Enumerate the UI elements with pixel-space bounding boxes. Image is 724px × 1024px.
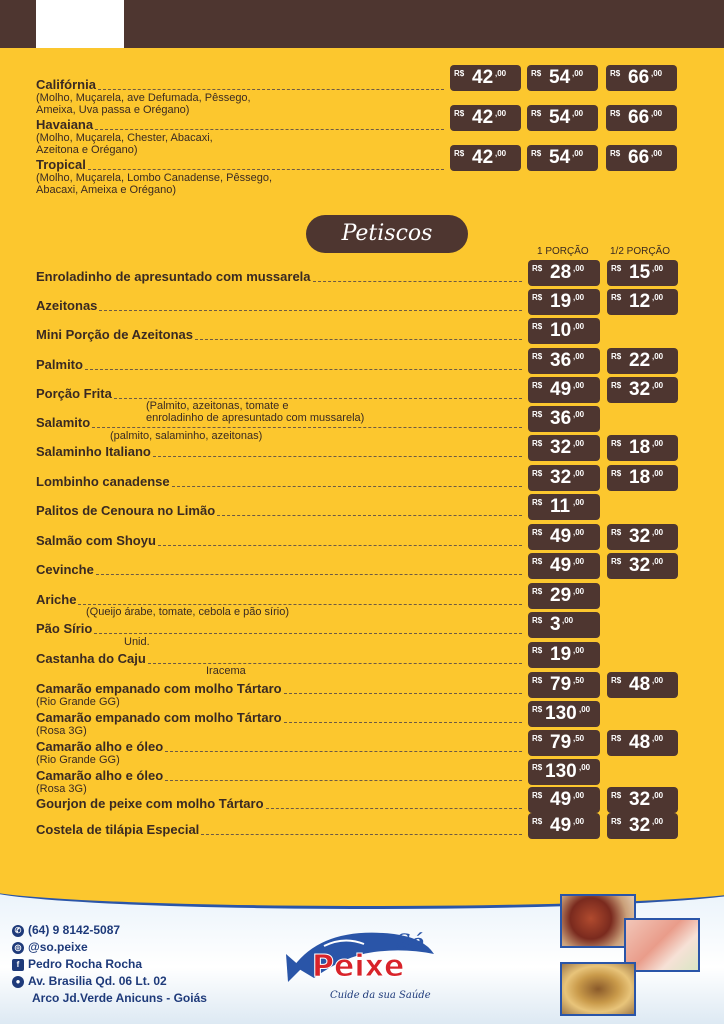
price-decimal: ,00: [573, 352, 585, 361]
leader-dots: [78, 604, 522, 605]
price-tag: [528, 642, 600, 668]
price-integer: 32: [550, 437, 572, 458]
currency-label: R$: [532, 469, 543, 478]
footer: [0, 882, 724, 1024]
price-tag: [528, 260, 600, 286]
currency-label: R$: [611, 557, 622, 566]
petisco-name: Salmão com Shoyu: [36, 533, 156, 548]
pizza-name: Havaiana: [36, 117, 94, 132]
petisco-note: (palmito, salaminho, azeitonas): [110, 430, 263, 442]
price-decimal: ,00: [652, 817, 664, 826]
petisco-name: Mini Porção de Azeitonas: [36, 327, 193, 342]
facebook-text: Pedro Rocha Rocha: [28, 957, 143, 971]
currency-label: R$: [611, 352, 622, 361]
price-integer: 49: [550, 379, 572, 400]
price-decimal: ,00: [573, 498, 585, 507]
currency-label: R$: [611, 528, 622, 537]
currency-label: R$: [532, 352, 543, 361]
price-integer: 19: [550, 291, 572, 312]
leader-dots: [95, 129, 444, 130]
pizza-description: Abacaxi, Ameixa e Orégano): [36, 184, 177, 196]
instagram-text: @so.peixe: [28, 940, 88, 954]
petisco-name: Gourjon de peixe com molho Tártaro: [36, 796, 264, 811]
price-integer: 130: [545, 703, 577, 724]
leader-dots: [153, 456, 522, 457]
petisco-name: Enroladinho de apresuntado com mussarela: [36, 269, 311, 284]
price-decimal: ,00: [652, 352, 664, 361]
pizza-description: (Molho, Muçarela, Lombo Canadense, Pêssego,: [36, 172, 273, 184]
price-tag: [528, 435, 600, 461]
price-tag: [450, 145, 521, 171]
currency-label: R$: [611, 381, 622, 390]
price-integer: 42: [472, 67, 494, 88]
leader-dots: [266, 808, 522, 809]
price-integer: 19: [550, 644, 572, 665]
price-tag: [606, 105, 677, 131]
price-integer: 36: [550, 350, 572, 371]
price-decimal: ,00: [573, 528, 585, 537]
price-integer: 79: [550, 674, 572, 695]
currency-label: R$: [532, 817, 543, 826]
price-integer: 49: [550, 555, 572, 576]
currency-label: R$: [532, 381, 543, 390]
price-tag: [528, 494, 600, 520]
price-integer: 32: [550, 467, 572, 488]
price-tag: [607, 465, 678, 491]
price-decimal: ,50: [573, 734, 585, 743]
petisco-name: Pão Sírio: [36, 621, 93, 636]
currency-label: R$: [532, 791, 543, 800]
petisco-note: (Palmito, azeitonas, tomate e: [146, 400, 289, 412]
price-tag: [607, 348, 678, 374]
price-integer: 66: [628, 147, 650, 168]
price-decimal: ,00: [652, 381, 664, 390]
logo-slogan: Cuide da sua Saúde: [330, 990, 431, 1001]
leader-dots: [165, 780, 522, 781]
price-integer: 48: [629, 674, 651, 695]
currency-label: R$: [611, 264, 622, 273]
price-decimal: ,00: [573, 293, 585, 302]
price-integer: 3: [550, 614, 561, 635]
price-tag: [607, 260, 678, 286]
phone-text: (64) 9 8142-5087: [28, 923, 121, 937]
price-integer: 18: [629, 467, 651, 488]
price-tag: [527, 145, 598, 171]
price-decimal: ,50: [573, 676, 585, 685]
petisco-name: Ariche: [36, 592, 77, 607]
leader-dots: [201, 834, 522, 835]
price-integer: 79: [550, 732, 572, 753]
price-decimal: ,00: [652, 264, 664, 273]
price-tag: [528, 318, 600, 344]
currency-label: R$: [532, 676, 543, 685]
price-integer: 54: [549, 107, 571, 128]
leader-dots: [92, 427, 522, 428]
leader-dots: [165, 751, 522, 752]
price-tag: [528, 612, 600, 638]
price-tag: [528, 348, 600, 374]
petisco-note: (Queijo árabe, tomate, cebola e pão sírio): [86, 606, 290, 618]
price-decimal: ,00: [652, 528, 664, 537]
currency-label: R$: [532, 705, 543, 714]
currency-label: R$: [532, 528, 543, 537]
price-decimal: ,00: [573, 469, 585, 478]
price-integer: 130: [545, 761, 577, 782]
currency-label: R$: [532, 616, 543, 625]
currency-label: R$: [532, 498, 543, 507]
whatsapp-icon: ✆: [12, 925, 24, 937]
currency-label: R$: [532, 587, 543, 596]
currency-label: R$: [532, 410, 543, 419]
leader-dots: [85, 369, 522, 370]
price-decimal: ,00: [651, 149, 663, 158]
price-integer: 15: [629, 262, 651, 283]
price-tag: [607, 289, 678, 315]
price-integer: 18: [629, 437, 651, 458]
petisco-name: Palmito: [36, 357, 83, 372]
petisco-name: Camarão empanado com molho Tártaro: [36, 681, 282, 696]
price-tag: [607, 377, 678, 403]
price-integer: 42: [472, 107, 494, 128]
currency-label: R$: [532, 322, 543, 331]
section-title-petiscos: Petiscos: [306, 215, 468, 253]
price-tag: [528, 553, 600, 579]
price-decimal: ,00: [652, 791, 664, 800]
contact-address: [12, 974, 167, 988]
price-tag: [528, 465, 600, 491]
petisco-name: Porção Frita: [36, 386, 112, 401]
price-tag: [528, 701, 600, 727]
price-tag: [528, 672, 600, 698]
pizza-name: Tropical: [36, 157, 86, 172]
currency-label: R$: [454, 69, 465, 78]
price-tag: [528, 289, 600, 315]
price-integer: 32: [629, 526, 651, 547]
leader-dots: [99, 310, 522, 311]
petisco-note: (Rosa 3G): [36, 783, 87, 795]
price-tag: [607, 730, 678, 756]
price-integer: 28: [550, 262, 572, 283]
petisco-note: enroladinho de apresuntado com mussarela): [146, 412, 365, 424]
price-decimal: ,00: [573, 587, 585, 596]
currency-label: R$: [531, 109, 542, 118]
pizza-description: (Molho, Muçarela, Chester, Abacaxi,: [36, 132, 213, 144]
currency-label: R$: [611, 293, 622, 302]
top-white-box: [36, 0, 124, 48]
petisco-name: Costela de tilápia Especial: [36, 822, 200, 837]
currency-label: R$: [454, 149, 465, 158]
leader-dots: [114, 398, 522, 399]
price-decimal: ,00: [652, 734, 664, 743]
petisco-name: Azeitonas: [36, 298, 98, 313]
column-header-full: 1 PORÇÃO: [537, 246, 589, 257]
petisco-name: Camarão alho e óleo: [36, 739, 164, 754]
petisco-note: (Rio Grande GG): [36, 754, 120, 766]
currency-label: R$: [532, 646, 543, 655]
price-tag: [527, 105, 598, 131]
price-decimal: ,00: [572, 149, 584, 158]
currency-label: R$: [454, 109, 465, 118]
price-decimal: ,00: [652, 439, 664, 448]
price-tag: [528, 759, 600, 785]
price-tag: [607, 435, 678, 461]
location-pin-icon: ●: [12, 976, 24, 988]
contact-instagram: [12, 940, 88, 954]
petisco-note: Iracema: [206, 665, 246, 677]
price-integer: 42: [472, 147, 494, 168]
price-integer: 29: [550, 585, 572, 606]
contact-phone: [12, 923, 120, 937]
leader-dots: [284, 722, 522, 723]
currency-label: R$: [610, 109, 621, 118]
currency-label: R$: [610, 149, 621, 158]
price-decimal: ,00: [573, 264, 585, 273]
price-integer: 49: [550, 815, 572, 836]
leader-dots: [195, 339, 522, 340]
price-decimal: ,00: [652, 469, 664, 478]
price-decimal: ,00: [573, 646, 585, 655]
price-integer: 32: [629, 789, 651, 810]
pizza-description: Ameixa, Uva passa e Orégano): [36, 104, 190, 116]
price-integer: 48: [629, 732, 651, 753]
price-integer: 11: [550, 496, 571, 517]
petisco-name: Cevinche: [36, 562, 94, 577]
food-photo-fried-fish: [560, 962, 636, 1016]
price-integer: 54: [549, 67, 571, 88]
price-tag: [528, 524, 600, 550]
price-decimal: ,00: [579, 705, 591, 714]
leader-dots: [313, 281, 522, 282]
price-decimal: ,00: [495, 149, 507, 158]
petisco-name: Salamito: [36, 415, 91, 430]
currency-label: R$: [611, 817, 622, 826]
price-decimal: ,00: [573, 817, 585, 826]
price-tag: [450, 65, 521, 91]
price-tag: [527, 65, 598, 91]
currency-label: R$: [532, 763, 543, 772]
leader-dots: [148, 663, 522, 664]
price-decimal: ,00: [651, 69, 663, 78]
price-integer: 66: [628, 67, 650, 88]
price-decimal: ,00: [573, 439, 585, 448]
leader-dots: [158, 545, 522, 546]
price-integer: 54: [549, 147, 571, 168]
address-line1: Av. Brasilia Qd. 06 Lt. 02: [28, 974, 167, 988]
currency-label: R$: [531, 149, 542, 158]
leader-dots: [172, 486, 522, 487]
price-tag: [528, 730, 600, 756]
leader-dots: [284, 693, 522, 694]
petisco-note: Unid.: [124, 636, 150, 648]
price-integer: 32: [629, 555, 651, 576]
contact-facebook: [12, 957, 142, 971]
price-integer: 32: [629, 379, 651, 400]
currency-label: R$: [611, 439, 622, 448]
price-decimal: ,00: [562, 616, 574, 625]
price-integer: 22: [629, 350, 651, 371]
currency-label: R$: [532, 293, 543, 302]
currency-label: R$: [611, 676, 622, 685]
facebook-icon: f: [12, 959, 24, 971]
petisco-name: Camarão empanado com molho Tártaro: [36, 710, 282, 725]
price-tag: [607, 813, 678, 839]
currency-label: R$: [611, 791, 622, 800]
logo-main-text: Peixe: [312, 949, 405, 984]
currency-label: R$: [611, 469, 622, 478]
petisco-note: (Rosa 3G): [36, 725, 87, 737]
price-decimal: ,00: [573, 322, 585, 331]
leader-dots: [88, 169, 444, 170]
price-decimal: ,00: [652, 557, 664, 566]
price-integer: 49: [550, 526, 572, 547]
instagram-icon: ◎: [12, 942, 24, 954]
column-header-half: 1/2 PORÇÃO: [610, 246, 671, 257]
leader-dots: [96, 574, 522, 575]
price-tag: [607, 524, 678, 550]
price-tag: [528, 787, 600, 813]
currency-label: R$: [532, 557, 543, 566]
currency-label: R$: [610, 69, 621, 78]
currency-label: R$: [532, 734, 543, 743]
petisco-name: Palitos de Cenoura no Limão: [36, 503, 216, 518]
petisco-name: Camarão alho e óleo: [36, 768, 164, 783]
leader-dots: [217, 515, 522, 516]
leader-dots: [98, 89, 444, 90]
price-tag: [528, 406, 600, 432]
petisco-name: Castanha do Caju: [36, 651, 146, 666]
price-integer: 12: [629, 291, 651, 312]
price-decimal: ,00: [573, 791, 585, 800]
price-decimal: ,00: [572, 69, 584, 78]
price-decimal: ,00: [495, 109, 507, 118]
price-tag: [528, 813, 600, 839]
price-tag: [606, 65, 677, 91]
price-tag: [607, 787, 678, 813]
price-tag: [607, 672, 678, 698]
logo-top-text: Só: [396, 929, 424, 953]
price-integer: 66: [628, 107, 650, 128]
logo: [284, 906, 454, 1006]
petisco-name: Lombinho canadense: [36, 474, 170, 489]
price-decimal: ,00: [579, 763, 591, 772]
price-decimal: ,00: [495, 69, 507, 78]
price-tag: [528, 583, 600, 609]
price-decimal: ,00: [573, 557, 585, 566]
price-tag: [528, 377, 600, 403]
currency-label: R$: [531, 69, 542, 78]
price-integer: 49: [550, 789, 572, 810]
price-decimal: ,00: [573, 410, 585, 419]
currency-label: R$: [532, 439, 543, 448]
price-decimal: ,00: [651, 109, 663, 118]
price-integer: 32: [629, 815, 651, 836]
pizza-description: Azeitona e Orégano): [36, 144, 138, 156]
petisco-name: Salaminho Italiano: [36, 444, 151, 459]
price-tag: [450, 105, 521, 131]
currency-label: R$: [532, 264, 543, 273]
petisco-note: (Rio Grande GG): [36, 696, 120, 708]
address-line2: Arco Jd.Verde Anicuns - Goiás: [32, 991, 207, 1005]
leader-dots: [94, 633, 522, 634]
price-decimal: ,00: [652, 676, 664, 685]
price-decimal: ,00: [573, 381, 585, 390]
price-tag: [606, 145, 677, 171]
price-decimal: ,00: [572, 109, 584, 118]
currency-label: R$: [611, 734, 622, 743]
price-integer: 10: [550, 320, 572, 341]
price-tag: [607, 553, 678, 579]
pizza-name: Califórnia: [36, 77, 96, 92]
pizza-description: (Molho, Muçarela, ave Defumada, Pêssego,: [36, 92, 251, 104]
price-decimal: ,00: [652, 293, 664, 302]
price-integer: 36: [550, 408, 572, 429]
